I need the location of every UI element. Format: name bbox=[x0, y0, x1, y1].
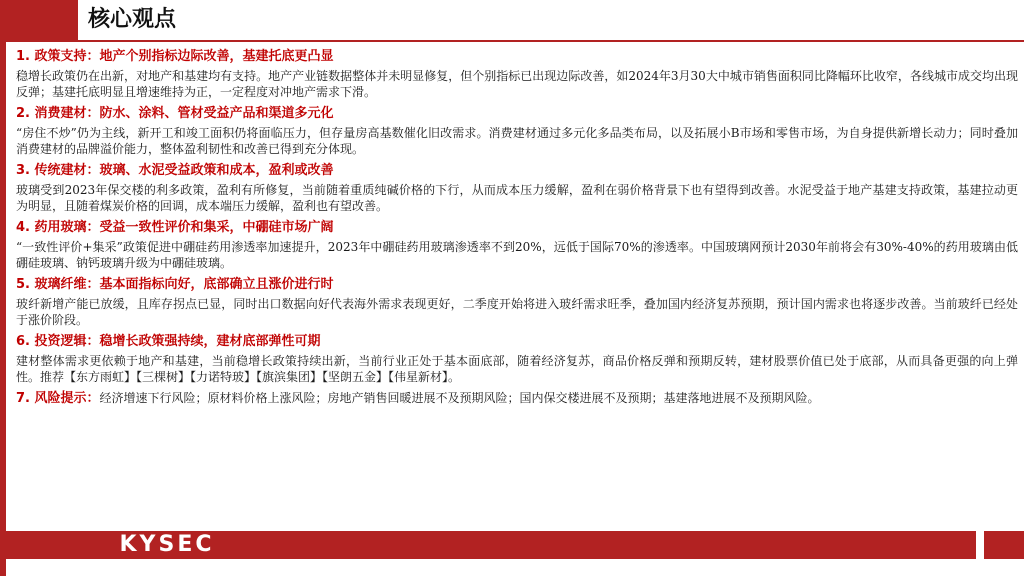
kysec-logo: KYSEC bbox=[119, 532, 215, 557]
section-body: “房住不炒”仍为主线，新开工和竣工面积仍将面临压力，但存量房高基数催化旧改需求。消费建材通过多元化多品类布局，以及拓展小B市场和零售市场，为自身提供新增长动力；同时叠加消费建材的品牌溢价能力，整体盈利韧性和改善已得到充分体现。 bbox=[16, 126, 1018, 156]
section-heading: 1. 政策支持：地产个别指标边际改善，基建托底更凸显 bbox=[16, 49, 334, 64]
section-risk bbox=[16, 390, 1018, 407]
left-accent-bar bbox=[0, 0, 6, 576]
section-body: 建材整体需求更依赖于地产和基建，当前稳增长政策持续出新，当前行业正处于基本面底部，随着经济复苏，商品价格反弹和预期反转，建材股票价值已处于底部，从而具备更强的向上弹性。推荐【东方雨虹】【三棵树】【力诺特玻】【旗滨集团】【坚朗五金】【伟星新材】。 bbox=[16, 354, 1018, 384]
main-content bbox=[16, 48, 1018, 412]
section-heading: 6. 投资逻辑：稳增长政策强持续，建材底部弹性可期 bbox=[16, 334, 321, 349]
footer-end-block bbox=[984, 531, 1024, 559]
section-body: “一致性评价+集采”政策促进中硼硅药用渗透率加速提升，2023年中硼硅药用玻璃渗透率不到20%，远低于国际70%的渗透率。中国玻璃网预计2030年前将会有30%-40%的药用玻璃由低硼硅玻璃、钠钙玻璃升级为中硼硅玻璃。 bbox=[16, 240, 1018, 270]
section-pharma-glass bbox=[16, 219, 1018, 271]
risk-body: 经济增速下行风险；原材料价格上涨风险；房地产销售回暖进展不及预期风险；国内保交楼进展不及预期；基建落地进展不及预期风险。 bbox=[99, 391, 820, 405]
section-body: 稳增长政策仍在出新，对地产和基建均有支持。地产产业链数据整体并未明显修复，但个别指标已出现边际改善，如2024年3月30大中城市销售面积同比降幅环比收窄，各线城市成交均出现反弹；基建托底明显且增速维持为正，一定程度对冲地产需求下滑。 bbox=[16, 69, 1018, 99]
section-investment-logic bbox=[16, 333, 1018, 385]
page-title: 核心观点 bbox=[88, 7, 177, 32]
section-heading: 4. 药用玻璃：受益一致性评价和集采，中硼硅市场广阔 bbox=[16, 220, 334, 235]
section-consumer-materials bbox=[16, 105, 1018, 157]
title-divider bbox=[6, 40, 1024, 42]
risk-heading: 7. 风险提示： bbox=[16, 391, 100, 406]
section-heading: 2. 消费建材：防水、涂料、管材受益产品和渠道多元化 bbox=[16, 106, 334, 121]
section-policy bbox=[16, 48, 1018, 100]
section-traditional-materials bbox=[16, 162, 1018, 214]
section-body: 玻纤新增产能已放缓，且库存拐点已显，同时出口数据向好代表海外需求表现更好，二季度开始将进入玻纤需求旺季，叠加国内经济复苏预期，预计国内需求也将逐步改善。当前玻纤已经处于涨价阶段。 bbox=[16, 297, 1018, 327]
section-glass-fiber bbox=[16, 276, 1018, 328]
section-heading: 5. 玻璃纤维：基本面指标向好，底部确立且涨价进行时 bbox=[16, 277, 334, 292]
section-heading: 3. 传统建材：玻璃、水泥受益政策和成本，盈利或改善 bbox=[16, 163, 334, 178]
section-body: 玻璃受到2023年保交楼的利多政策，盈利有所修复，当前随着重质纯碱价格的下行，从而成本压力缓解，盈利在弱价格背景下也有望得到改善。水泥受益于地产基建支持政策，基建拉动更为明显，且随着煤炭价格的回调，成本端压力缓解，盈利也有望改善。 bbox=[16, 183, 1018, 213]
title-accent-block bbox=[6, 0, 78, 40]
